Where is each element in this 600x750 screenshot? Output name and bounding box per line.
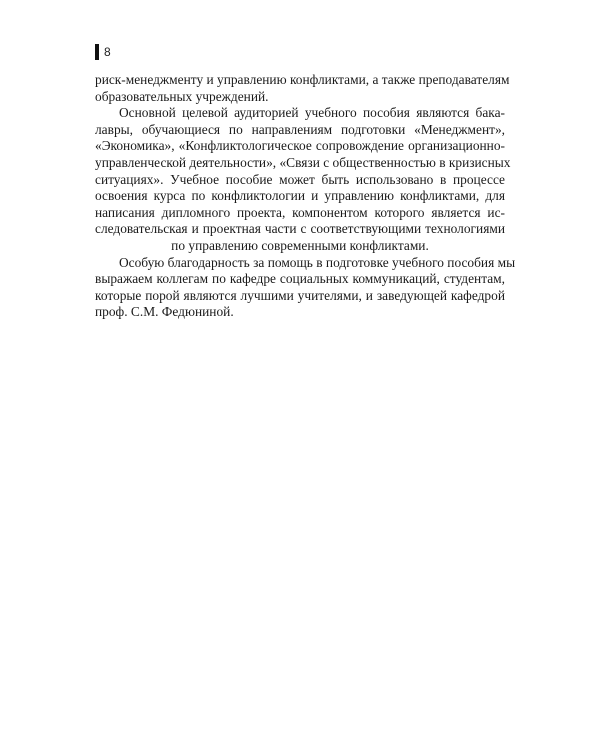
text-line: ситуациях». Учебное пособие может быть использовано в процессе — [95, 171, 505, 187]
text-line: Основной целевой аудиторией учебного пособия являются бака- — [119, 105, 505, 121]
text-line: управленческой деятельности», «Связи с общественностью в кризисных — [95, 154, 511, 170]
text-line: образовательных учреждений. — [95, 88, 269, 104]
text-line: следовательская и проектная части с соответствующими технологиями — [95, 221, 505, 237]
text-line: проф. С.М. Федюниной. — [95, 304, 234, 320]
text-line: которые порой являются лучшими учителями, и заведующей кафедрой — [95, 287, 505, 303]
page-number: 8 — [104, 45, 111, 59]
text-line: «Экономика», «Конфликтологическое сопровождение организационно- — [95, 138, 505, 154]
text-line: написания дипломного проекта, компонентом которого является ис- — [95, 204, 505, 220]
text-line: риск-менеджменту и управлению конфликтами, а также преподавателям — [95, 72, 510, 87]
text-line: лавры, обучающиеся по направлениям подготовки «Менеджмент», — [95, 121, 505, 137]
page-marker-bar — [95, 44, 99, 60]
body-text — [95, 72, 516, 321]
text-line: по управлению современными конфликтами. — [171, 237, 429, 253]
text-line: освоения курса по конфликтологии и управлению конфликтами, для — [95, 188, 505, 204]
text-line: выражаем коллегам по кафедре социальных коммуникаций, студентам, — [95, 271, 505, 287]
page-header — [95, 44, 111, 60]
text-line: Особую благодарность за помощь в подготовке учебного пособия мы — [119, 254, 516, 270]
